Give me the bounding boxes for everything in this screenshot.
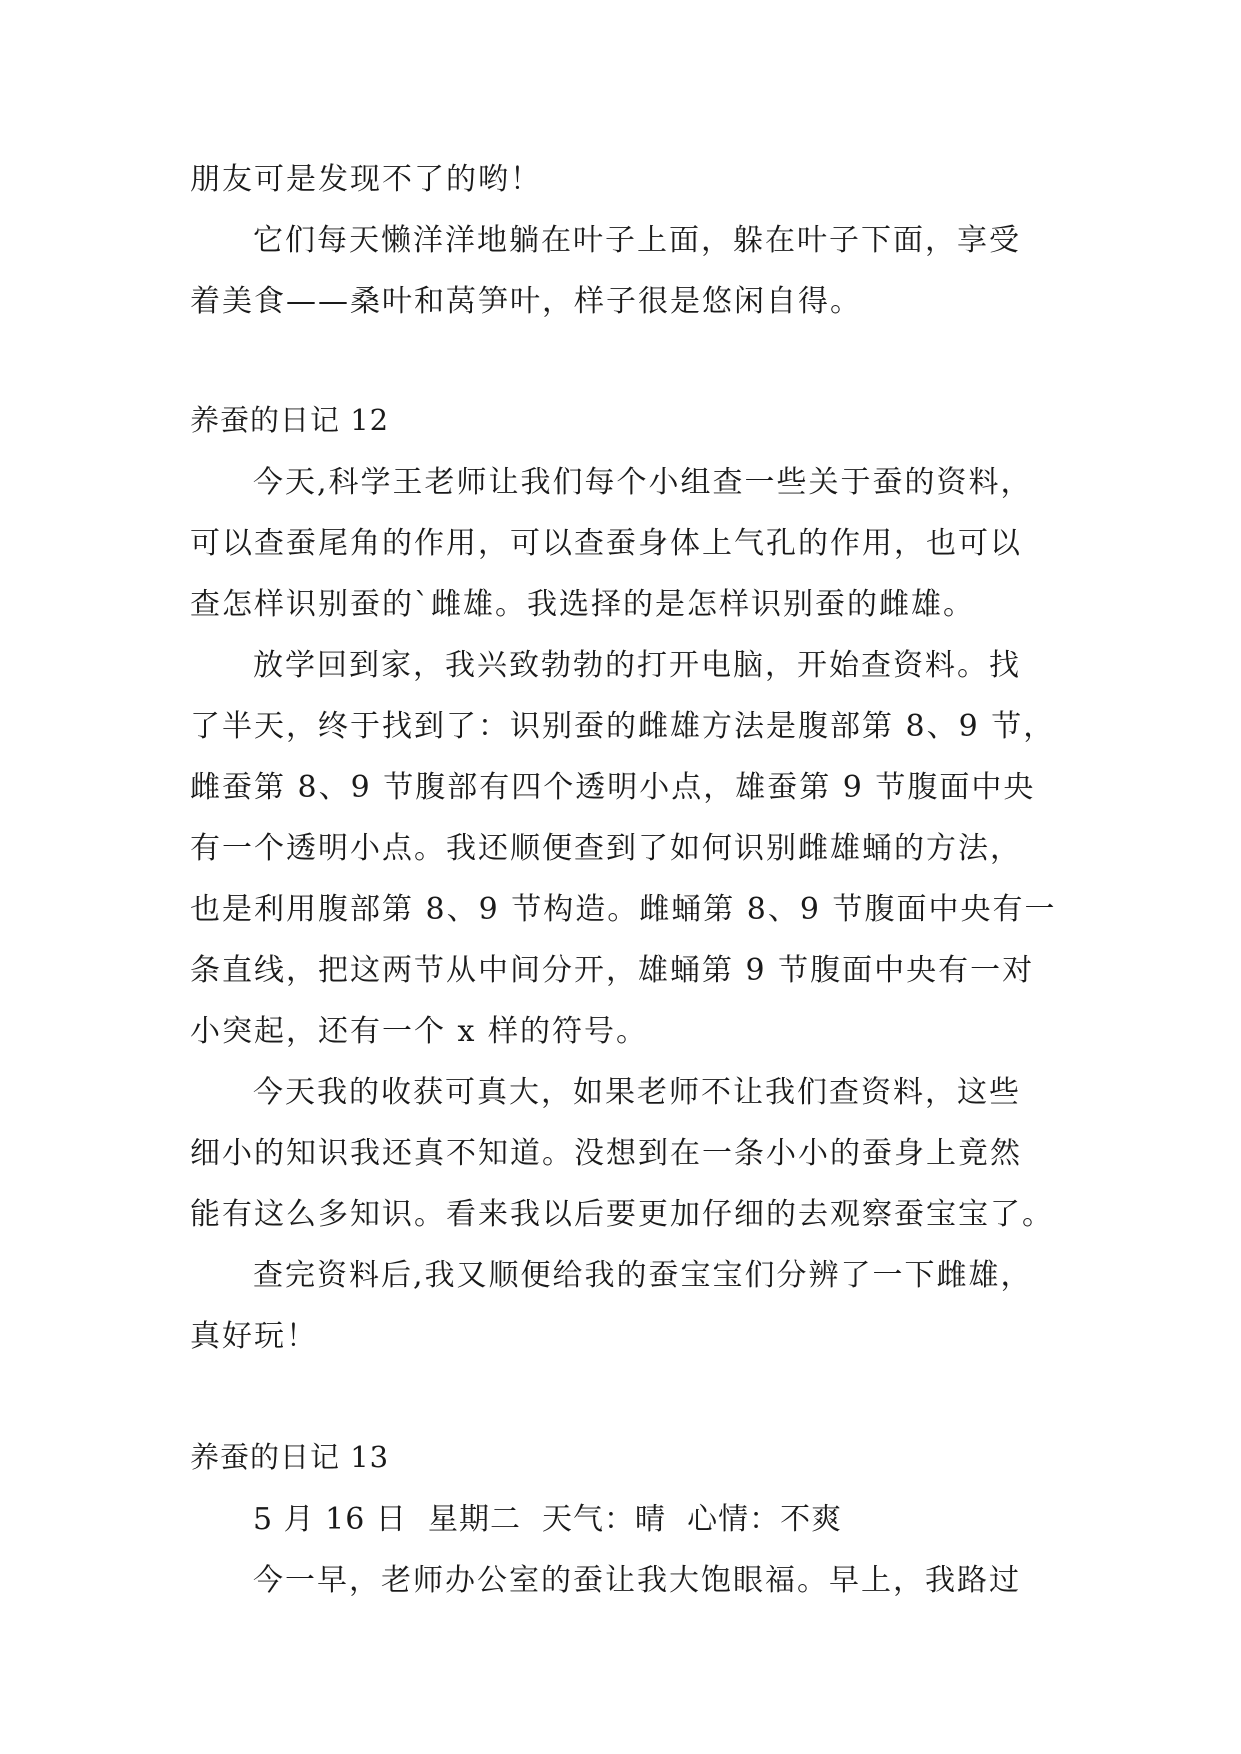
- paragraph-line: 它们每天懒洋洋地躺在叶子上面，躲在叶子下面，享受: [253, 223, 1021, 258]
- paragraph-line: 了半天，终于找到了：识别蚕的雌雄方法是腹部第 8、9 节，: [190, 709, 1056, 744]
- paragraph-line: 着美食——桑叶和莴笋叶，样子很是悠闲自得。: [190, 284, 862, 319]
- paragraph-line: 雌蚕第 8、9 节腹部有四个透明小点，雄蚕第 9 节腹面中央: [190, 770, 1036, 805]
- date-line: 5 月 16 日 星期二 天气：晴 心情：不爽: [253, 1502, 843, 1537]
- paragraph-line: 放学回到家，我兴致勃勃的打开电脑，开始查资料。找: [253, 648, 1021, 683]
- paragraph-line: 今天我的收获可真大，如果老师不让我们查资料，这些: [253, 1075, 1021, 1110]
- paragraph-line: 真好玩！: [190, 1319, 318, 1354]
- paragraph-line: 朋友可是发现不了的哟！: [190, 162, 542, 197]
- paragraph-line: 可以查蚕尾角的作用，可以查蚕身体上气孔的作用，也可以: [190, 526, 1022, 561]
- entry-title-12: 养蚕的日记 12: [190, 403, 390, 437]
- paragraph-line: 也是利用腹部第 8、9 节构造。雌蛹第 8、9 节腹面中央有一: [190, 892, 1057, 927]
- paragraph-line: 条直线，把这两节从中间分开，雄蛹第 9 节腹面中央有一对: [190, 953, 1035, 988]
- paragraph-line: 查完资料后,我又顺便给我的蚕宝宝们分辨了一下雌雄，: [253, 1258, 1033, 1293]
- paragraph-line: 今天,科学王老师让我们每个小组查一些关于蚕的资料，: [253, 465, 1033, 500]
- paragraph-line: 能有这么多知识。看来我以后要更加仔细的去观察蚕宝宝了。: [190, 1197, 1054, 1232]
- paragraph-line: 今一早，老师办公室的蚕让我大饱眼福。早上，我路过: [253, 1563, 1021, 1598]
- paragraph-line: 小突起，还有一个 x 样的符号。: [190, 1014, 648, 1049]
- paragraph-line: 有一个透明小点。我还顺便查到了如何识别雌雄蛹的方法，: [190, 831, 1022, 866]
- paragraph-line: 查怎样识别蚕的`雌雄。我选择的是怎样识别蚕的雌雄。: [190, 587, 975, 622]
- entry-title-13: 养蚕的日记 13: [190, 1440, 390, 1474]
- paragraph-line: 细小的知识我还真不知道。没想到在一条小小的蚕身上竟然: [190, 1136, 1022, 1171]
